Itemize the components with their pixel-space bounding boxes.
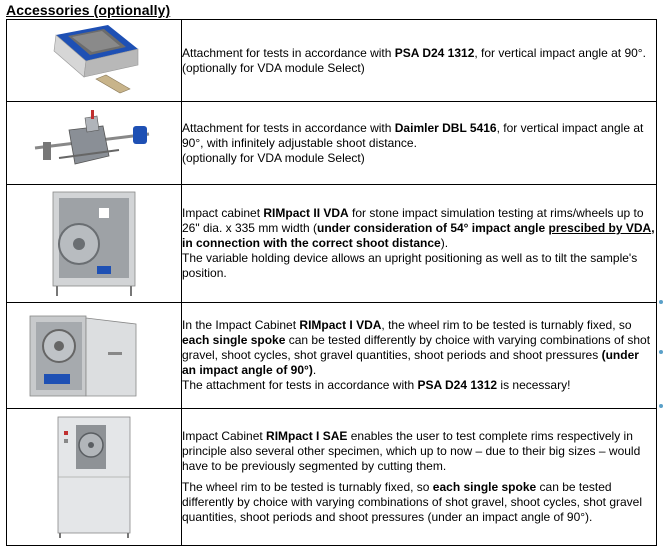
image-cell bbox=[7, 185, 182, 303]
text-run: (optionally for VDA module Select) bbox=[182, 150, 365, 165]
edge-marker bbox=[659, 300, 663, 304]
table-row bbox=[7, 20, 657, 102]
text-run: each single spoke bbox=[432, 480, 537, 494]
text-run: (under an impact angle of 90°) bbox=[182, 348, 639, 377]
table-row bbox=[7, 185, 657, 303]
text-run: can be tested differently by choice with varying combinations of shot gravel, shoot cycles, shot gravel quantities, shoot periods and shoot pressures (under an impact angle of 90°). bbox=[182, 480, 643, 524]
text-run: Impact Cabinet bbox=[182, 429, 267, 443]
row-description bbox=[182, 46, 656, 76]
rimpact-i-vda-image bbox=[24, 308, 164, 404]
text-run: PSA D24 1312 bbox=[394, 45, 475, 60]
image-cell bbox=[7, 20, 182, 102]
image-cell bbox=[7, 409, 182, 546]
text-run: , in connection with the correct shoot distance bbox=[182, 221, 655, 250]
text-run: RIMpact I SAE bbox=[266, 429, 348, 443]
text-run: prescibed by VDA bbox=[548, 221, 652, 235]
rimpact-i-sae-image bbox=[54, 415, 134, 539]
description-cell bbox=[182, 409, 657, 546]
row-description bbox=[182, 206, 656, 281]
text-run: (optionally for VDA module Select) bbox=[182, 60, 365, 75]
text-run: , the wheel rim to be tested is turnably fixed, so bbox=[381, 318, 632, 332]
text-run: The attachment for tests in accordance with bbox=[182, 378, 418, 392]
description-cell bbox=[182, 102, 657, 185]
text-run: Attachment for tests in accordance with bbox=[182, 45, 395, 60]
table-row bbox=[7, 102, 657, 185]
text-run: under consideration of 54° impact angle bbox=[316, 221, 549, 235]
text-run: The variable holding device allows an upright positioning as well as to tilt the sample's position. bbox=[182, 251, 638, 280]
psa-attachment-image bbox=[34, 23, 154, 99]
image-cell bbox=[7, 102, 182, 185]
daimler-attachment-image bbox=[29, 108, 159, 178]
text-run: enables the user to test complete rims respectively in principle also several other specimen, which up to now – due to their big sizes – would have to be previously segmented by cutting them. bbox=[182, 429, 641, 473]
row-description bbox=[182, 480, 656, 525]
accessories-table bbox=[6, 19, 657, 546]
description-cell bbox=[182, 20, 657, 102]
description-cell bbox=[182, 303, 657, 409]
text-run: , for vertical impact angle at 90°, with infinitely adjustable shoot distance. bbox=[182, 120, 644, 150]
description-cell bbox=[182, 185, 657, 303]
text-run: is necessary! bbox=[497, 378, 571, 392]
row-description bbox=[182, 318, 656, 393]
text-run: Impact cabinet bbox=[182, 206, 264, 220]
section-heading: Accessories (optionally) bbox=[6, 2, 171, 18]
text-run: PSA D24 1312 bbox=[417, 378, 498, 392]
row-description bbox=[182, 429, 656, 474]
table-row bbox=[7, 303, 657, 409]
edge-marker bbox=[659, 404, 663, 408]
image-cell bbox=[7, 303, 182, 409]
text-run: Daimler DBL 5416 bbox=[394, 120, 497, 135]
text-run: . bbox=[312, 363, 317, 377]
text-run: In the Impact Cabinet bbox=[182, 318, 300, 332]
text-run: can be tested differently by choice with varying combinations of shot gravel, shoot cycles, shot gravel quantities, shoot periods and shoot pressures bbox=[182, 333, 651, 362]
table-row bbox=[7, 409, 657, 546]
text-run: , for vertical impact angle at 90°. bbox=[474, 45, 646, 60]
text-run: for stone impact simulation testing at rims/wheels up to 26" dia. x 335 mm width ( bbox=[182, 206, 644, 235]
text-run: Attachment for tests in accordance with bbox=[182, 120, 395, 135]
text-run: The wheel rim to be tested is turnably fixed, so bbox=[182, 480, 433, 494]
edge-marker bbox=[659, 350, 663, 354]
text-run: each single spoke bbox=[182, 333, 286, 347]
row-description bbox=[182, 121, 656, 166]
text-run: ). bbox=[440, 236, 449, 250]
text-run: RIMpact II VDA bbox=[263, 206, 349, 220]
rimpact-ii-vda-image bbox=[49, 190, 139, 298]
text-run: RIMpact I VDA bbox=[299, 318, 382, 332]
